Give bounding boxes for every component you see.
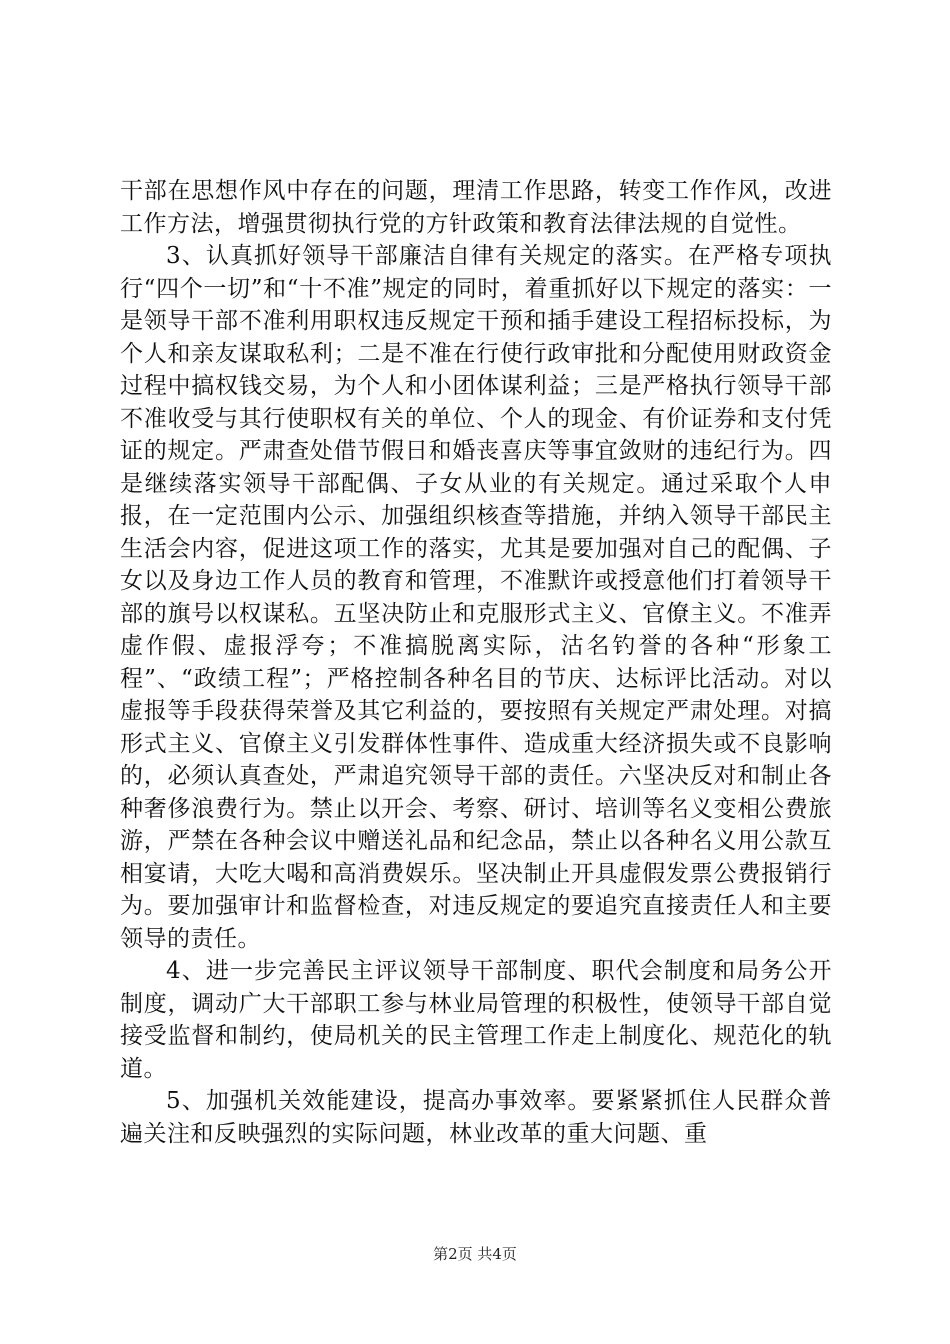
page-number-footer: 第2页 共4页 [433, 1245, 517, 1263]
document-body [120, 175, 832, 1150]
paragraph-2: 3、认真抓好领导干部廉洁自律有关规定的落实。在严格专项执行“四个一切”和“十不准”规定的同时，着重抓好以下规定的落实：一是领导干部不准利用职权违反规定干预和插手建设工程招标投标，为个人和亲友谋取私利；二是不准在行使行政审批和分配使用财政资金过程中搞权钱交易，为个人和小团体谋利益；三是严格执行领导干部不准收受与其行使职权有关的单位、个人的现金、有价证券和支付凭证的规定。严肃查处借节假日和婚丧喜庆等事宜敛财的违纪行为。四是继续落实领导干部配偶、子女从业的有关规定。通过采取个人申报，在一定范围内公示、加强组织核查等措施，并纳入领导干部民主生活会内容，促进这项工作的落实，尤其是要加强对自己的配偶、子女以及身边工作人员的教育和管理，不准默许或授意他们打着领导干部的旗号以权谋私。五坚决防止和克服形式主义、官僚主义。不准弄虚作假、虚报浮夸；不准搞脱离实际，沽名钓誉的各种“形象工程”、“政绩工程”；严格控制各种名目的节庆、达标评比活动。对以虚报等手段获得荣誉及其它利益的，要按照有关规定严肃处理。对搞形式主义、官僚主义引发群体性事件、造成重大经济损失或不良影响的，必须认真查处，严肃追究领导干部的责任。六坚决反对和制止各种奢侈浪费行为。禁止以开会、考察、研讨、培训等名义变相公费旅游，严禁在各种会议中赠送礼品和纪念品，禁止以各种名义用公款互相宴请，大吃大喝和高消费娱乐。坚决制止开具虚假发票公费报销行为。要加强审计和监督检查，对违反规定的要追究直接责任人和主要领导的责任。 [120, 243, 832, 952]
paragraph-4: 5、加强机关效能建设，提高办事效率。要紧紧抓住人民群众普遍关注和反映强烈的实际问题，林业改革的重大问题、重 [120, 1088, 832, 1147]
paragraph-3: 4、进一步完善民主评议领导干部制度、职代会制度和局务公开制度，调动广大干部职工参与林业局管理的积极性，使领导干部自觉接受监督和制约，使局机关的民主管理工作走上制度化、规范化的轨道。 [120, 958, 832, 1082]
paragraph-1: 干部在思想作风中存在的问题，理清工作思路，转变工作作风，改进工作方法，增强贯彻执行党的方针政策和教育法律法规的自觉性。 [120, 178, 832, 237]
